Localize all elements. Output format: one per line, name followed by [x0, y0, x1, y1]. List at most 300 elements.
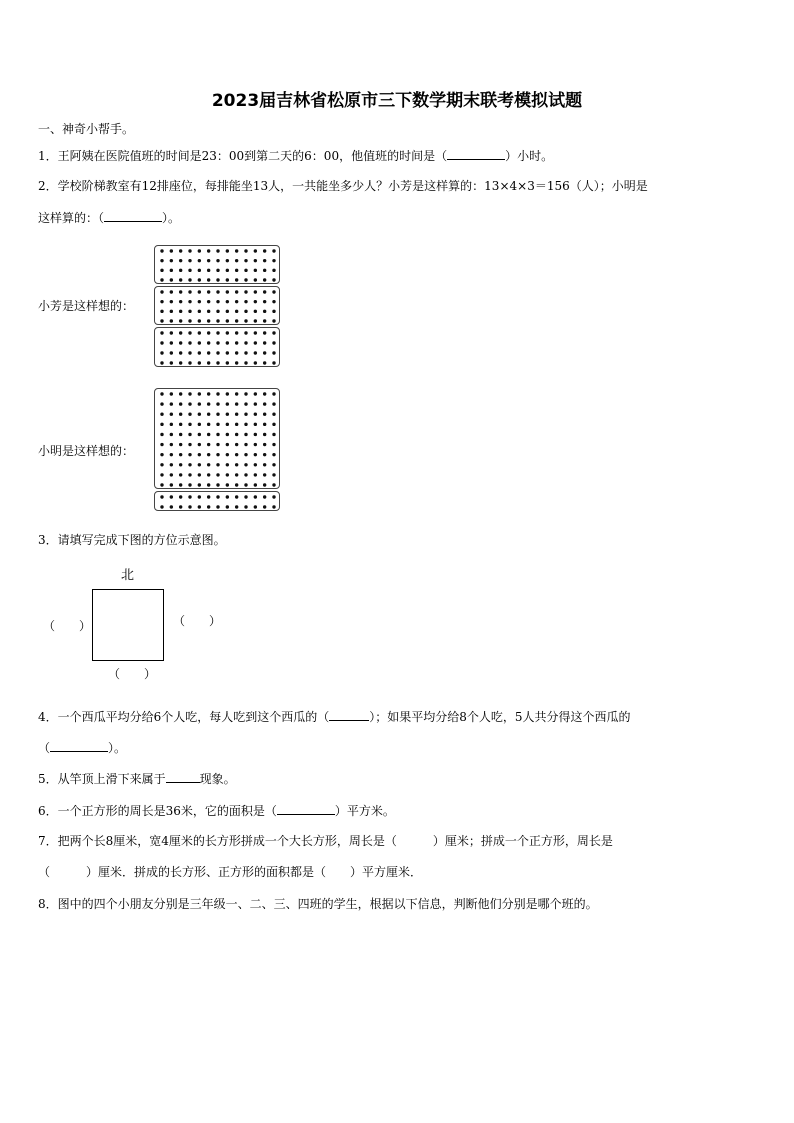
grid-dot: [160, 331, 163, 334]
grid-dot: [160, 310, 163, 313]
grid-dot: [226, 505, 229, 508]
grid-dot: [272, 278, 275, 281]
question-8: 8．图中的四个小朋友分别是三年级一、二、三、四班的学生，根据以下信息，判断他们分别是哪个班的。: [38, 897, 598, 911]
grid-dot: [216, 505, 219, 508]
grid-dot: [188, 483, 191, 486]
grid-dot: [263, 423, 266, 426]
grid-dot: [216, 433, 219, 436]
grid-dot: [179, 453, 182, 456]
grid-dot: [263, 310, 266, 313]
grid-dot: [235, 473, 238, 476]
grid-dot: [272, 351, 275, 354]
xiaoming-dot-box-large: [154, 388, 280, 489]
grid-dot: [254, 319, 257, 322]
grid-dot: [179, 402, 182, 405]
grid-dot: [272, 433, 275, 436]
south-answer-blank[interactable]: （ ）: [108, 667, 157, 681]
grid-dot: [170, 341, 173, 344]
grid-dot: [244, 483, 247, 486]
grid-dot: [254, 310, 257, 313]
grid-dot: [235, 249, 238, 252]
grid-dot: [160, 453, 163, 456]
grid-dot: [179, 319, 182, 322]
grid-dot: [188, 351, 191, 354]
grid-dot: [207, 495, 210, 498]
grid-dot: [263, 505, 266, 508]
grid-dot: [226, 310, 229, 313]
grid-dot: [226, 463, 229, 466]
grid-dot: [235, 402, 238, 405]
grid-dot: [207, 278, 210, 281]
grid-dot: [235, 463, 238, 466]
grid-dot: [263, 351, 266, 354]
grid-dot: [254, 259, 257, 262]
grid-dot: [216, 402, 219, 405]
grid-dot: [216, 483, 219, 486]
grid-dot: [216, 300, 219, 303]
grid-dot: [216, 495, 219, 498]
grid-dot: [254, 463, 257, 466]
grid-dot: [235, 319, 238, 322]
grid-dot: [170, 290, 173, 293]
grid-dot: [244, 413, 247, 416]
grid-dot: [207, 290, 210, 293]
grid-dot: [263, 433, 266, 436]
question-5: [38, 770, 236, 787]
grid-dot: [254, 331, 257, 334]
grid-dot: [188, 278, 191, 281]
q4-text-a: 4．一个西瓜平均分给6个人吃，每人吃到这个西瓜的（: [38, 710, 330, 724]
grid-dot: [198, 423, 201, 426]
grid-dot: [235, 453, 238, 456]
grid-dot: [216, 392, 219, 395]
grid-dot: [263, 413, 266, 416]
grid-dot: [263, 259, 266, 262]
grid-dot: [263, 319, 266, 322]
grid-dot: [179, 483, 182, 486]
grid-dot: [207, 423, 210, 426]
grid-dot: [179, 443, 182, 446]
grid-dot: [216, 473, 219, 476]
grid-dot: [226, 269, 229, 272]
grid-dot: [198, 402, 201, 405]
grid-dot: [226, 473, 229, 476]
grid-dot: [272, 413, 275, 416]
grid-dot: [160, 433, 163, 436]
grid-dot: [235, 413, 238, 416]
grid-dot: [216, 453, 219, 456]
question-6: [38, 802, 395, 819]
grid-dot: [188, 423, 191, 426]
grid-dot: [207, 331, 210, 334]
grid-dot: [207, 341, 210, 344]
grid-dot: [235, 300, 238, 303]
grid-dot: [170, 443, 173, 446]
grid-dot: [198, 290, 201, 293]
q5-answer-blank[interactable]: [166, 770, 200, 783]
grid-dot: [235, 392, 238, 395]
grid-dot: [198, 453, 201, 456]
grid-dot: [226, 402, 229, 405]
grid-dot: [160, 278, 163, 281]
grid-dot: [244, 495, 247, 498]
grid-dot: [207, 249, 210, 252]
grid-dot: [226, 351, 229, 354]
grid-dot: [244, 351, 247, 354]
grid-dot: [160, 392, 163, 395]
grid-dot: [254, 483, 257, 486]
grid-dot: [235, 423, 238, 426]
grid-dot: [235, 259, 238, 262]
grid-dot: [216, 278, 219, 281]
grid-dot: [198, 483, 201, 486]
grid-dot: [170, 402, 173, 405]
page-title: 2023届吉林省松原市三下数学期末联考模拟试题: [211, 91, 583, 111]
grid-dot: [198, 310, 201, 313]
grid-dot: [188, 361, 191, 364]
grid-dot: [170, 463, 173, 466]
grid-dot: [198, 269, 201, 272]
grid-dot: [272, 361, 275, 364]
grid-dot: [244, 259, 247, 262]
grid-dot: [170, 269, 173, 272]
grid-dot: [226, 483, 229, 486]
grid-dot: [198, 259, 201, 262]
grid-dot: [179, 290, 182, 293]
grid-dot: [254, 392, 257, 395]
question-4-line-1: [38, 708, 631, 725]
xiaofang-label: 小芳是这样想的：: [38, 299, 135, 313]
grid-dot: [263, 341, 266, 344]
grid-dot: [272, 341, 275, 344]
grid-dot: [216, 319, 219, 322]
grid-dot: [226, 300, 229, 303]
grid-dot: [272, 300, 275, 303]
grid-dot: [263, 392, 266, 395]
grid-dot: [272, 290, 275, 293]
grid-dot: [272, 319, 275, 322]
grid-dot: [160, 402, 163, 405]
grid-dot: [207, 505, 210, 508]
grid-dot: [235, 341, 238, 344]
grid-dot: [244, 269, 247, 272]
q4-answer-blank-2[interactable]: [50, 739, 108, 752]
grid-dot: [160, 463, 163, 466]
grid-dot: [207, 259, 210, 262]
grid-dot: [170, 361, 173, 364]
grid-dot: [226, 249, 229, 252]
grid-dot: [254, 269, 257, 272]
grid-dot: [179, 413, 182, 416]
grid-dot: [244, 341, 247, 344]
grid-dot: [188, 413, 191, 416]
grid-dot: [188, 402, 191, 405]
grid-dot: [170, 310, 173, 313]
grid-dot: [198, 463, 201, 466]
grid-dot: [244, 453, 247, 456]
grid-dot: [198, 443, 201, 446]
question-1: [38, 147, 553, 164]
grid-dot: [226, 433, 229, 436]
grid-dot: [198, 433, 201, 436]
grid-dot: [198, 392, 201, 395]
grid-dot: [188, 290, 191, 293]
grid-dot: [160, 290, 163, 293]
grid-dot: [188, 259, 191, 262]
grid-dot: [207, 392, 210, 395]
grid-dot: [235, 310, 238, 313]
grid-dot: [244, 249, 247, 252]
grid-dot: [170, 473, 173, 476]
grid-dot: [254, 443, 257, 446]
grid-dot: [170, 278, 173, 281]
grid-dot: [254, 341, 257, 344]
grid-dot: [254, 453, 257, 456]
grid-dot: [170, 392, 173, 395]
grid-dot: [272, 473, 275, 476]
q6-text-before: 6．一个正方形的周长是36米，它的面积是（: [38, 804, 277, 818]
grid-dot: [207, 483, 210, 486]
grid-dot: [198, 300, 201, 303]
grid-dot: [216, 443, 219, 446]
xiaofang-dot-box-3: [154, 327, 280, 367]
grid-dot: [235, 483, 238, 486]
grid-dot: [226, 331, 229, 334]
grid-dot: [254, 300, 257, 303]
grid-dot: [170, 413, 173, 416]
grid-dot: [263, 483, 266, 486]
grid-dot: [216, 249, 219, 252]
q6-answer-blank[interactable]: [277, 802, 335, 815]
grid-dot: [263, 453, 266, 456]
xiaofang-dot-box-2: [154, 286, 280, 325]
grid-dot: [198, 495, 201, 498]
grid-dot: [179, 361, 182, 364]
grid-dot: [263, 290, 266, 293]
grid-dot: [254, 473, 257, 476]
grid-dot: [160, 300, 163, 303]
grid-dot: [244, 505, 247, 508]
grid-dot: [244, 473, 247, 476]
grid-dot: [198, 413, 201, 416]
grid-dot: [216, 361, 219, 364]
grid-dot: [160, 249, 163, 252]
grid-dot: [216, 269, 219, 272]
grid-dot: [198, 341, 201, 344]
grid-dot: [170, 331, 173, 334]
grid-dot: [235, 290, 238, 293]
grid-dot: [170, 505, 173, 508]
grid-dot: [263, 473, 266, 476]
question-2-line-1: 2．学校阶梯教室有12排座位，每排能坐13人，一共能坐多少人？小芳是这样算的：13×4×3＝156（人）；小明是: [38, 179, 648, 193]
grid-dot: [179, 341, 182, 344]
grid-dot: [254, 361, 257, 364]
grid-dot: [188, 463, 191, 466]
xiaofang-dot-box-1: [154, 245, 280, 284]
grid-dot: [254, 505, 257, 508]
grid-dot: [244, 310, 247, 313]
grid-dot: [216, 259, 219, 262]
grid-dot: [179, 259, 182, 262]
grid-dot: [160, 423, 163, 426]
grid-dot: [207, 473, 210, 476]
grid-dot: [263, 361, 266, 364]
xiaoming-label: 小明是这样想的：: [38, 444, 135, 458]
grid-dot: [188, 300, 191, 303]
q6-text-after: ）平方米。: [334, 804, 395, 818]
grid-dot: [188, 495, 191, 498]
grid-dot: [216, 423, 219, 426]
grid-dot: [160, 495, 163, 498]
grid-dot: [244, 433, 247, 436]
grid-dot: [254, 402, 257, 405]
grid-dot: [244, 392, 247, 395]
grid-dot: [188, 473, 191, 476]
grid-dot: [207, 269, 210, 272]
grid-dot: [244, 319, 247, 322]
q5-text-before: 5．从竿顶上滑下来属于: [38, 772, 166, 786]
grid-dot: [226, 443, 229, 446]
grid-dot: [272, 259, 275, 262]
grid-dot: [235, 443, 238, 446]
grid-dot: [179, 300, 182, 303]
grid-dot: [263, 249, 266, 252]
grid-dot: [179, 249, 182, 252]
grid-dot: [198, 473, 201, 476]
grid-dot: [244, 463, 247, 466]
grid-dot: [226, 290, 229, 293]
grid-dot: [272, 392, 275, 395]
grid-dot: [188, 269, 191, 272]
grid-dot: [235, 505, 238, 508]
grid-dot: [272, 463, 275, 466]
grid-dot: [188, 341, 191, 344]
north-label: 北: [121, 568, 135, 583]
grid-dot: [244, 278, 247, 281]
grid-dot: [198, 278, 201, 281]
grid-dot: [244, 290, 247, 293]
grid-dot: [170, 249, 173, 252]
grid-dot: [160, 473, 163, 476]
grid-dot: [272, 505, 275, 508]
grid-dot: [160, 483, 163, 486]
q2-answer-blank[interactable]: [104, 209, 162, 222]
east-answer-blank[interactable]: （ ）: [173, 614, 222, 628]
grid-dot: [244, 443, 247, 446]
grid-dot: [235, 351, 238, 354]
grid-dot: [226, 278, 229, 281]
grid-dot: [226, 413, 229, 416]
grid-dot: [179, 473, 182, 476]
grid-dot: [272, 495, 275, 498]
grid-dot: [254, 423, 257, 426]
grid-dot: [226, 259, 229, 262]
q1-text-before: 1．王阿姨在医院值班的时间是23：00到第二天的6：00，他值班的时间是（: [38, 149, 448, 163]
section-heading: 一、神奇小帮手。: [38, 122, 135, 136]
grid-dot: [254, 495, 257, 498]
grid-dot: [244, 402, 247, 405]
q1-answer-blank[interactable]: [447, 147, 505, 160]
grid-dot: [198, 351, 201, 354]
grid-dot: [160, 269, 163, 272]
q2-text-after: ）。: [162, 211, 181, 225]
xiaoming-dot-box-small: [154, 491, 280, 511]
grid-dot: [244, 361, 247, 364]
grid-dot: [160, 341, 163, 344]
direction-square: [92, 589, 164, 661]
grid-dot: [272, 483, 275, 486]
grid-dot: [188, 433, 191, 436]
grid-dot: [188, 505, 191, 508]
grid-dot: [216, 341, 219, 344]
grid-dot: [235, 278, 238, 281]
q4-answer-blank-1[interactable]: [329, 708, 369, 721]
question-2-line-2: [38, 209, 180, 226]
grid-dot: [170, 483, 173, 486]
grid-dot: [272, 423, 275, 426]
grid-dot: [198, 331, 201, 334]
q5-text-after: 现象。: [199, 772, 236, 786]
grid-dot: [207, 443, 210, 446]
grid-dot: [226, 495, 229, 498]
grid-dot: [207, 310, 210, 313]
grid-dot: [188, 319, 191, 322]
grid-dot: [198, 319, 201, 322]
grid-dot: [226, 392, 229, 395]
grid-dot: [207, 402, 210, 405]
grid-dot: [170, 423, 173, 426]
grid-dot: [188, 443, 191, 446]
grid-dot: [207, 413, 210, 416]
question-7-line-1: 7．把两个长8厘米，宽4厘米的长方形拼成一个大长方形，周长是（ ）厘米；拼成一个正方形，周长是: [38, 834, 613, 848]
grid-dot: [254, 433, 257, 436]
grid-dot: [170, 433, 173, 436]
grid-dot: [179, 310, 182, 313]
grid-dot: [226, 423, 229, 426]
grid-dot: [179, 278, 182, 281]
grid-dot: [272, 331, 275, 334]
grid-dot: [179, 433, 182, 436]
grid-dot: [188, 331, 191, 334]
grid-dot: [188, 453, 191, 456]
question-4-line-2: [38, 739, 126, 756]
grid-dot: [272, 310, 275, 313]
grid-dot: [207, 453, 210, 456]
grid-dot: [226, 453, 229, 456]
grid-dot: [179, 269, 182, 272]
grid-dot: [188, 392, 191, 395]
grid-dot: [216, 310, 219, 313]
grid-dot: [179, 495, 182, 498]
grid-dot: [160, 505, 163, 508]
grid-dot: [254, 290, 257, 293]
q4-text-b: ）；如果平均分给8个人吃，5人共分得这个西瓜的: [369, 710, 631, 724]
grid-dot: [254, 249, 257, 252]
grid-dot: [235, 361, 238, 364]
grid-dot: [160, 413, 163, 416]
grid-dot: [272, 402, 275, 405]
grid-dot: [254, 351, 257, 354]
grid-dot: [254, 413, 257, 416]
grid-dot: [263, 269, 266, 272]
grid-dot: [179, 392, 182, 395]
grid-dot: [170, 300, 173, 303]
grid-dot: [235, 495, 238, 498]
west-answer-blank[interactable]: （ ）: [43, 619, 92, 633]
grid-dot: [198, 249, 201, 252]
grid-dot: [160, 351, 163, 354]
grid-dot: [272, 249, 275, 252]
